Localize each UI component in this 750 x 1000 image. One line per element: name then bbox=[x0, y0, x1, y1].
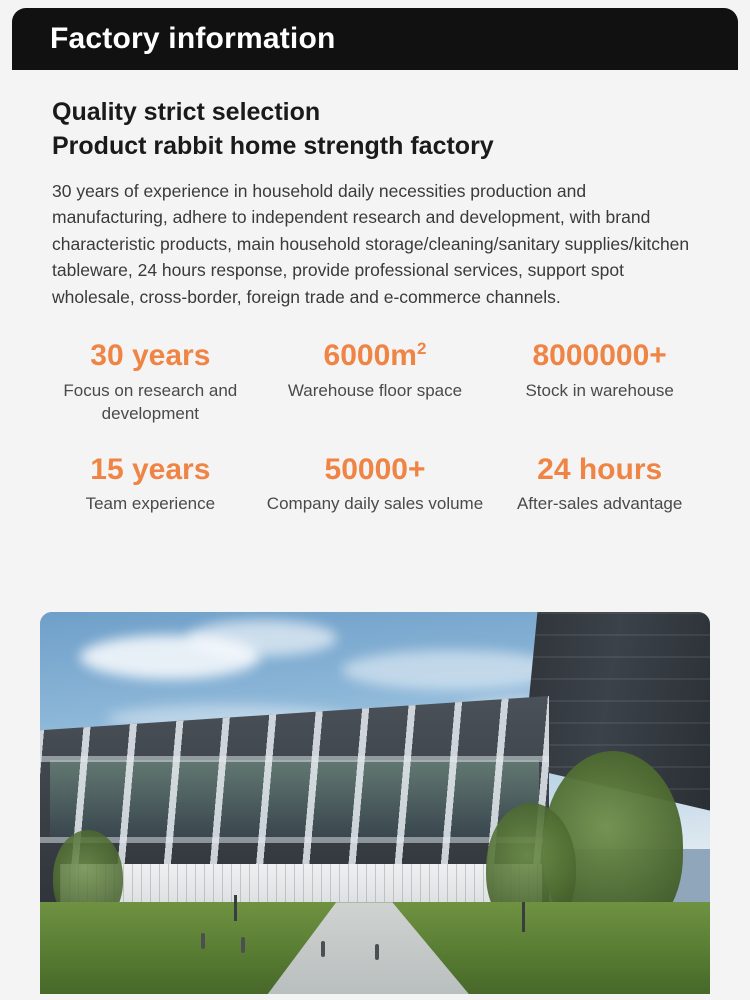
content-area bbox=[12, 70, 738, 994]
headline-line-2: Product rabbit home strength factory bbox=[52, 131, 494, 160]
stat-value: 50000+ bbox=[324, 452, 426, 486]
stat-value: $6000m^2$ bbox=[323, 339, 427, 373]
stat-label: Company daily sales volume bbox=[266, 494, 484, 514]
cloud bbox=[187, 620, 337, 656]
stat-value: 30 years bbox=[90, 339, 211, 373]
stat-value: 15 years bbox=[90, 452, 211, 486]
stat-label: Focus on research and development bbox=[63, 380, 238, 423]
bollard bbox=[321, 941, 325, 957]
stat-item bbox=[487, 452, 712, 516]
bollard bbox=[375, 944, 379, 960]
description-paragraph: 30 years of experience in household daily necessities production and manufacturing, adhere to independent research and development, with brand characteristic products, main household storage/cleaning/sanitary supplies/kitchen tableware, 24 hours response, provide professional services, support spot wholesale, cross-border, foreign trade and e-commerce channels. bbox=[52, 180, 690, 307]
stat-superscript: 2 bbox=[416, 339, 427, 359]
stat-label: After-sales advantage bbox=[516, 494, 683, 514]
stat-item bbox=[263, 338, 488, 425]
cloud bbox=[342, 650, 562, 690]
header-bar bbox=[12, 8, 738, 70]
factory-photo-illustration bbox=[40, 612, 710, 994]
stat-value: 24 hours bbox=[537, 452, 663, 486]
stat-value: 8000000+ bbox=[532, 339, 667, 373]
lamp-post bbox=[522, 902, 525, 932]
stat-label: Stock in warehouse bbox=[525, 380, 674, 400]
stat-label: Team experience bbox=[85, 494, 216, 514]
page-title: Factory information bbox=[50, 22, 336, 55]
stat-item bbox=[487, 338, 712, 425]
stats-grid bbox=[38, 338, 712, 516]
stat-item bbox=[38, 452, 263, 516]
bollard bbox=[201, 933, 205, 949]
headline bbox=[52, 96, 738, 164]
factory-photo bbox=[40, 612, 710, 994]
bollard bbox=[241, 937, 245, 953]
lamp-post bbox=[234, 895, 237, 921]
stat-label: Warehouse floor space bbox=[287, 380, 463, 400]
stat-item bbox=[263, 452, 488, 516]
stat-item bbox=[38, 338, 263, 425]
headline-line-1: Quality strict selection bbox=[52, 98, 321, 126]
